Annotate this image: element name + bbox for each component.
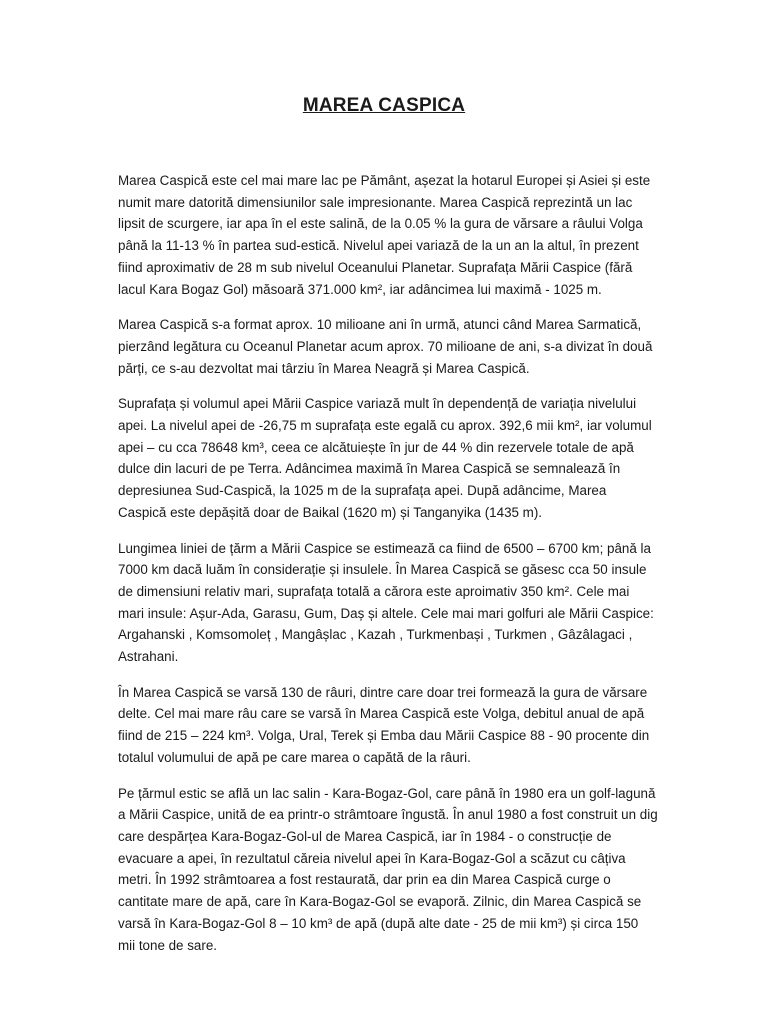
paragraph-rivers: În Marea Caspică se varsă 130 de râuri, dintre care doar trei formează la gura de vărsare delte. Cel mai mare râu care se varsă în Marea Caspică este Volga, debitul anual de apă fiind de 215 – 224 km³. Volga, Ural, Terek și Emba dau Mării Caspice 88 - 90 procente din totalul volumului de apă pe care marea o capătă de la râuri. xyxy=(118,684,650,765)
paragraph-formation-overview: Marea Caspică este cel mai mare lac pe Pământ, așezat la hotarul Europei și Asiei și este numit mare datorită dimensiunilor sale impresionante. Marea Caspică reprezintă un lac lipsit de scurgere, iar apa în el este salină, de la 0.05 % la gura de vărsare a râului Volga până la 11-13 % în partea sud-estică. Nivelul apei variază de la un an la altul, în prezent fiind aproximativ de 28 m sub nivelul Oceanului Planetar. Suprafața Mării Caspice (fără lacul Kara Bogaz Gol) măsoară 371.000 km², iar adâncimea lui maximă - 1025 m. xyxy=(118,173,651,297)
paragraph-surface-volume: Suprafața și volumul apei Mării Caspice variază mult în dependență de variația nivelului apei. La nivelul apei de -26,75 m suprafața este egală cu aprox. 392,6 mii km², iar volumul apei – cu cca 78648 km³, ceea ce alcătuiește în jur de 44 % din rezervele totale de apă dulce din lacuri de pe Terra. Adâncimea maximă în Marea Caspică se semnalează în depresiunea Sud-Caspică, la 1025 m de la suprafața apei. După adâncime, Marea Caspică este depășită doar de Baikal (1620 m) și Tanganyika (1435 m). xyxy=(118,396,652,520)
document-body xyxy=(118,170,658,970)
document-title: MAREA CASPICA xyxy=(302,95,466,116)
paragraph-shoreline-islands: Lungimea liniei de țărm a Mării Caspice se estimează ca fiind de 6500 – 6700 km; până la 7000 km dacă luăm în considerație și insulele. În Marea Caspică se găsesc cca 50 insule de dimensiuni relativ mari, suprafața totală a cărora este aproimativ 350 km². Cele mai mari insule: Așur-Ada, Garasu, Gum, Daș și altele. Cele mai mari golfuri ale Mării Caspice: Argahanski , Komsomoleț , Mangâșlac , Kazah , Turkmenbași , Turkmen , Gâzâlagaci , Astrahani. xyxy=(118,540,654,665)
paragraph-kara-bogaz-gol: Pe țărmul estic se află un lac salin - Kara-Bogaz-Gol, care până în 1980 era un golf-lagună a Mării Caspice, unită de ea printr-o strâmtoare îngustă. În anul 1980 a fost construit un dig care despărțea Kara-Bogaz-Gol-ul de Marea Caspică, iar în 1984 - o construcție de evacuare a apei, în rezultatul căreia nivelul apei în Kara-Bogaz-Gol a scăzut cu câțiva metri. În 1992 strâmtoarea a fost restaurată, dar prin ea din Marea Caspică curge o cantitate mare de apă, care în Kara-Bogaz-Gol se evaporă. Zilnic, din Marea Caspică se varsă în Kara-Bogaz-Gol 8 – 10 km³ de apă (după alte date - 25 de mii km³) și circa 150 mii tone de sare. xyxy=(118,785,658,953)
paragraph-origin: Marea Caspică s-a format aprox. 10 milioane ani în urmă, atunci când Marea Sarmatică, pierzând legătura cu Oceanul Planetar acum aprox. 70 milioane de ani, s-a divizat în două părți, ce s-au dezvoltat mai târziu în Marea Neagră și Marea Caspică. xyxy=(118,317,653,376)
